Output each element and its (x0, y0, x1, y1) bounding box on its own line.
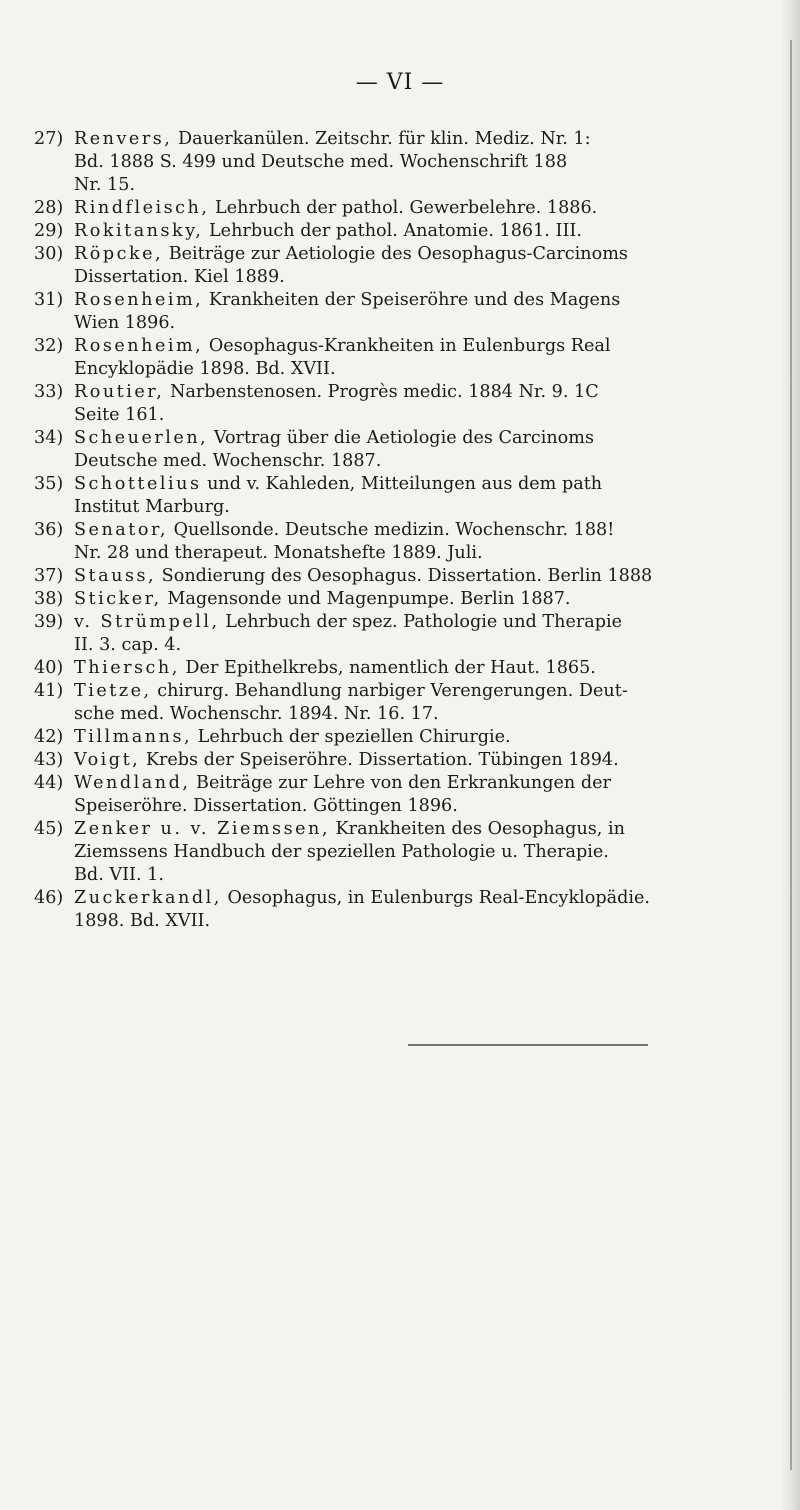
reference-text (74, 243, 782, 289)
page-number-header: — VI — (355, 70, 445, 95)
reference-line (74, 243, 782, 266)
reference-title: Vortrag über die Aetiologie des Carcinoms (208, 428, 594, 448)
reference-number: 38) (34, 589, 64, 609)
reference-line (74, 772, 782, 795)
reference-author: Tillmanns, (74, 727, 193, 747)
reference-entry (34, 220, 782, 243)
reference-text (74, 220, 782, 243)
reference-author: Zuckerkandl, (74, 888, 222, 908)
reference-number: 41) (34, 681, 64, 701)
reference-entry (34, 381, 782, 427)
reference-line: Seite 161. (74, 405, 165, 425)
reference-line (74, 128, 782, 151)
reference-title: Beiträge zur Lehre von den Erkrankungen der (190, 773, 611, 793)
reference-line: Bd. VII. 1. (74, 865, 164, 885)
reference-title: und v. Kahleden, Mitteilungen aus dem path (201, 474, 603, 494)
reference-title: Lehrbuch der spez. Pathologie und Therapie (219, 612, 623, 632)
reference-title: Krankheiten der Speiseröhre und des Magens (203, 290, 621, 310)
reference-number: 27) (34, 129, 64, 149)
reference-title: Quellsonde. Deutsche medizin. Wochenschr. 188! (168, 520, 615, 540)
reference-title: Beiträge zur Aetiologie des Oesophagus-Carcinoms (163, 244, 628, 264)
reference-line (74, 749, 782, 772)
reference-entry (34, 243, 782, 289)
end-rule (408, 1044, 648, 1046)
reference-entry (34, 726, 782, 749)
reference-title: Sondierung des Oesophagus. Dissertation. Berlin 1888 (156, 566, 653, 586)
reference-text (74, 519, 782, 565)
reference-entry (34, 565, 782, 588)
reference-entry (34, 427, 782, 473)
reference-entry (34, 588, 782, 611)
reference-number: 32) (34, 336, 64, 356)
reference-line (74, 519, 782, 542)
reference-entry (34, 887, 782, 933)
reference-line: Ziemssens Handbuch der speziellen Pathologie u. Therapie. (74, 842, 609, 862)
reference-text (74, 657, 782, 680)
reference-line (74, 818, 782, 841)
reference-list (34, 128, 782, 933)
reference-entry (34, 473, 782, 519)
reference-line (74, 611, 782, 634)
reference-title: Krankheiten des Oesophagus, in (329, 819, 625, 839)
reference-author: Routier, (74, 382, 165, 402)
reference-text (74, 565, 782, 588)
reference-author: Senator, (74, 520, 169, 540)
reference-author: Rokitansky, (74, 221, 204, 241)
reference-entry (34, 519, 782, 565)
reference-text (74, 289, 782, 335)
reference-title: Dauerkanülen. Zeitschr. für klin. Mediz. Nr. 1: (172, 129, 591, 149)
reference-text (74, 381, 782, 427)
reference-number: 43) (34, 750, 64, 770)
reference-number: 33) (34, 382, 64, 402)
reference-entry (34, 611, 782, 657)
reference-line: Institut Marburg. (74, 497, 230, 517)
reference-line (74, 657, 782, 680)
reference-line (74, 381, 782, 404)
reference-author: Stauss, (74, 566, 157, 586)
reference-author: Rindfleisch, (74, 198, 210, 218)
reference-number: 40) (34, 658, 64, 678)
reference-number: 45) (34, 819, 64, 839)
reference-number: 39) (34, 612, 64, 632)
reference-line (74, 588, 782, 611)
reference-line: II. 3. cap. 4. (74, 635, 182, 655)
reference-author: v. Strümpell, (74, 612, 220, 632)
reference-line: sche med. Wochenschr. 1894. Nr. 16. 17. (74, 704, 439, 724)
reference-line (74, 197, 782, 220)
reference-title: Der Epithelkrebs, namentlich der Haut. 1865. (179, 658, 596, 678)
reference-text (74, 128, 782, 197)
reference-title: chirurg. Behandlung narbiger Verengerungen. Deut- (151, 681, 628, 701)
reference-author: Scheuerlen, (74, 428, 209, 448)
reference-line (74, 289, 782, 312)
reference-author: Wendland, (74, 773, 191, 793)
reference-text (74, 749, 782, 772)
reference-text (74, 818, 782, 887)
reference-line (74, 427, 782, 450)
reference-entry (34, 749, 782, 772)
reference-author: Zenker u. v. Ziemssen, (74, 819, 330, 839)
reference-entry (34, 818, 782, 887)
reference-line: Nr. 15. (74, 175, 136, 195)
reference-number: 44) (34, 773, 64, 793)
reference-text (74, 772, 782, 818)
reference-line (74, 726, 782, 749)
reference-title: Oesophagus, in Eulenburgs Real-Encyklopädie. (221, 888, 650, 908)
reference-text (74, 611, 782, 657)
reference-number: 36) (34, 520, 64, 540)
reference-line (74, 565, 782, 588)
reference-line: Nr. 28 und therapeut. Monatshefte 1889. Juli. (74, 543, 483, 563)
reference-author: Rosenheim, (74, 336, 204, 356)
reference-entry (34, 128, 782, 197)
reference-title: Oesophagus-Krankheiten in Eulenburgs Real (203, 336, 611, 356)
reference-title: Narbenstenosen. Progrès medic. 1884 Nr. 9. 1C (164, 382, 599, 402)
reference-line: Deutsche med. Wochenschr. 1887. (74, 451, 382, 471)
reference-number: 42) (34, 727, 64, 747)
reference-entry (34, 289, 782, 335)
reference-text (74, 726, 782, 749)
reference-author: Sticker, (74, 589, 162, 609)
reference-number: 34) (34, 428, 64, 448)
reference-line: Encyklopädie 1898. Bd. XVII. (74, 359, 336, 379)
reference-number: 29) (34, 221, 64, 241)
reference-number: 37) (34, 566, 64, 586)
reference-line (74, 887, 782, 910)
reference-entry (34, 657, 782, 680)
reference-text (74, 473, 782, 519)
reference-author: Tietze, (74, 681, 152, 701)
reference-entry (34, 335, 782, 381)
reference-author: Thiersch, (74, 658, 180, 678)
reference-title: Krebs der Speiseröhre. Dissertation. Tübingen 1894. (140, 750, 619, 770)
reference-text (74, 427, 782, 473)
reference-number: 30) (34, 244, 64, 264)
reference-text (74, 680, 782, 726)
reference-line: 1898. Bd. XVII. (74, 911, 211, 931)
reference-text (74, 335, 782, 381)
reference-entry (34, 772, 782, 818)
reference-title: Lehrbuch der pathol. Anatomie. 1861. III. (203, 221, 582, 241)
reference-text (74, 588, 782, 611)
reference-line (74, 473, 782, 496)
reference-line (74, 220, 782, 243)
reference-number: 35) (34, 474, 64, 494)
reference-entry (34, 680, 782, 726)
reference-line (74, 680, 782, 703)
reference-line: Wien 1896. (74, 313, 176, 333)
reference-title: Lehrbuch der pathol. Gewerbelehre. 1886. (209, 198, 598, 218)
reference-title: Magensonde und Magenpumpe. Berlin 1887. (161, 589, 571, 609)
reference-text (74, 197, 782, 220)
reference-line: Dissertation. Kiel 1889. (74, 267, 285, 287)
reference-author: Voigt, (74, 750, 141, 770)
reference-author: Renvers, (74, 129, 173, 149)
reference-author: Rosenheim, (74, 290, 204, 310)
reference-line: Speiseröhre. Dissertation. Göttingen 1896. (74, 796, 458, 816)
reference-line: Bd. 1888 S. 499 und Deutsche med. Wochenschrift 188 (74, 152, 568, 172)
reference-title: Lehrbuch der speziellen Chirurgie. (192, 727, 511, 747)
reference-author: Röpcke, (74, 244, 164, 264)
reference-number: 31) (34, 290, 64, 310)
reference-line (74, 335, 782, 358)
reference-entry (34, 197, 782, 220)
reference-number: 46) (34, 888, 64, 908)
reference-author: Schottelius (74, 474, 202, 494)
reference-text (74, 887, 782, 933)
reference-number: 28) (34, 198, 64, 218)
page-edge-line (790, 40, 792, 1470)
